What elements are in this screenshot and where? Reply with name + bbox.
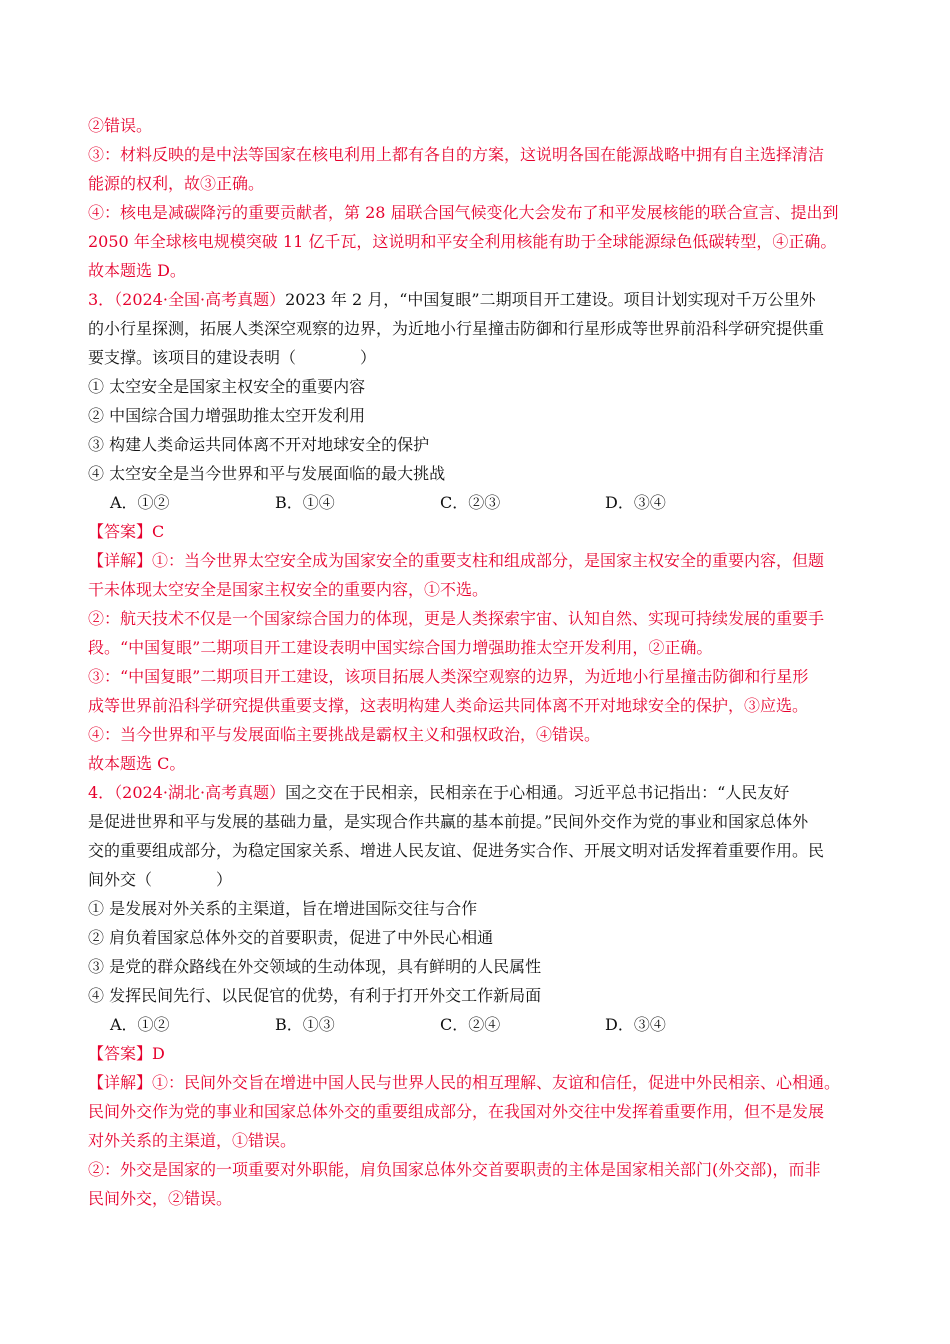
question-3 — [88, 285, 878, 778]
analysis-line: ②：外交是国家的一项重要对外职能，肩负国家总体外交首要职责的主体是国家相关部门(外交部)，而非 — [88, 1160, 821, 1179]
analysis-conclusion: 故本题选 C。 — [88, 754, 186, 773]
question-4 — [88, 778, 878, 1213]
analysis-line: ③：“中国复眼”二期项目开工建设，该项目拓展人类深空观察的边界，为近地小行星撞击防御和行星形 — [88, 667, 809, 686]
statement-item: ④ 发挥民间先行、以民促官的优势，有利于打开外交工作新局面 — [88, 986, 542, 1005]
option-c: C．②④ — [440, 1015, 501, 1034]
option-b: B．①③ — [275, 1015, 335, 1034]
question-stem-line: 的小行星探测，拓展人类深空观察的边界，为近地小行星撞击防御和行星形成等世界前沿科学研究提供重 — [88, 319, 825, 338]
answer-options — [88, 488, 878, 517]
analysis-line: ③：材料反映的是中法等国家在核电利用上都有各自的方案，这说明各国在能源战略中拥有自主选择清洁 — [88, 145, 825, 164]
analysis-line: ④：核电是减碳降污的重要贡献者，第 28 届联合国气候变化大会发布了和平发展核能的联合宣言、提出到 — [88, 203, 839, 222]
analysis-line: 【详解】①：民间外交旨在增进中国人民与世界人民的相互理解、友谊和信任，促进中外民相亲、心相通。 — [88, 1073, 841, 1092]
statement-item: ① 是发展对外关系的主渠道，旨在增进国际交往与合作 — [88, 899, 478, 918]
statement-item: ② 中国综合国力增强助推太空开发利用 — [88, 406, 366, 425]
analysis-conclusion: 故本题选 D。 — [88, 261, 186, 280]
question-stem-line: 交的重要组成部分，为稳定国家关系、增进人民友谊、促进务实合作、开展文明对话发挥着重要作用。民 — [88, 841, 825, 860]
statement-item: ② 肩负着国家总体外交的首要职责，促进了中外民心相通 — [88, 928, 494, 947]
answer-line: 【答案】C — [88, 522, 165, 541]
question-stem — [88, 285, 878, 314]
analysis-line: 成等世界前沿科学研究提供重要支撑，这表明构建人类命运共同体离不开对地球安全的保护，③应选。 — [88, 696, 809, 715]
option-d: D．③④ — [605, 1015, 666, 1034]
analysis-line: ②：航天技术不仅是一个国家综合国力的体现，更是人类探索宇宙、认知自然、实现可持续发展的重要手 — [88, 609, 825, 628]
question-stem-line: 是促进世界和平与发展的基础力量，是实现合作共赢的基本前提。”民间外交作为党的事业和国家总体外 — [88, 812, 809, 831]
analysis-line: 【详解】①：当今世界太空安全成为国家安全的重要支柱和组成部分，是国家主权安全的重要内容，但题 — [88, 551, 825, 570]
analysis-line: 民间外交作为党的事业和国家总体外交的重要组成部分，在我国对外交往中发挥着重要作用，但不是发展 — [88, 1102, 825, 1121]
analysis-line: 民间外交，②错误。 — [88, 1189, 233, 1208]
question-stem-text: 国之交在于民相亲，民相亲在于心相通。习近平总书记指出：“人民友好 — [285, 783, 790, 802]
analysis-line: 段。“中国复眼”二期项目开工建设表明中国实综合国力增强助推太空开发利用，②正确。 — [88, 638, 713, 657]
option-a: A．①② — [110, 1015, 170, 1034]
answer-options — [88, 1010, 878, 1039]
analysis-line: 能源的权利，故③正确。 — [88, 174, 265, 193]
document-page — [88, 111, 878, 1213]
option-a: A．①② — [110, 493, 170, 512]
answer-line: 【答案】D — [88, 1044, 165, 1063]
statement-item: ③ 构建人类命运共同体离不开对地球安全的保护 — [88, 435, 430, 454]
question-stem-line: 间外交（ ） — [88, 870, 233, 889]
analysis-line: 2050 年全球核电规模突破 11 亿千瓦，这说明和平安全利用核能有助于全球能源绿色低碳转型，④正确。 — [88, 232, 837, 251]
question-source-tag: 3．（2024·全国·高考真题） — [88, 290, 286, 309]
analysis-line: 干未体现太空安全是国家主权安全的重要内容，①不选。 — [88, 580, 489, 599]
statement-item: ④ 太空安全是当今世界和平与发展面临的最大挑战 — [88, 464, 446, 483]
q2-analysis-tail — [88, 111, 878, 285]
statement-item: ③ 是党的群众路线在外交领域的生动体现，具有鲜明的人民属性 — [88, 957, 542, 976]
statement-item: ① 太空安全是国家主权安全的重要内容 — [88, 377, 366, 396]
analysis-line: ②错误。 — [88, 116, 153, 135]
question-stem-text: 2023 年 2 月，“中国复眼”二期项目开工建设。项目计划实现对千万公里外 — [285, 290, 816, 309]
option-c: C．②③ — [440, 493, 501, 512]
question-source-tag: 4．（2024·湖北·高考真题） — [88, 783, 286, 802]
option-d: D．③④ — [605, 493, 666, 512]
analysis-line: ④：当今世界和平与发展面临主要挑战是霸权主义和强权政治，④错误。 — [88, 725, 601, 744]
option-b: B．①④ — [275, 493, 335, 512]
question-stem-line: 要支撑。该项目的建设表明（ ） — [88, 348, 377, 367]
analysis-line: 对外关系的主渠道，①错误。 — [88, 1131, 297, 1150]
question-stem — [88, 778, 878, 807]
